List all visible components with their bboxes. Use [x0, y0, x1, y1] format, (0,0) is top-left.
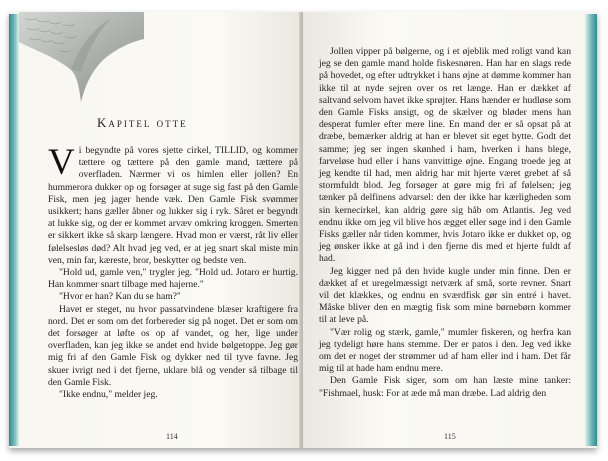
right-page-edge [585, 14, 597, 446]
drop-cap: V [48, 142, 75, 183]
paragraph: Jeg kigger ned på den hvide kugle under min finne. Den er dækket af et uregelmæssigt netværk af små, sorte revner. Snart vil det klækkes, og endnu en sværdfisk gør sin entré i havet. Måske bliver den en mægtig fisk som mine børnebørn kommer til at leve på. [319, 265, 571, 326]
paragraph: "Hold ud, gamle ven," trygler jeg. "Hold ud. Jotaro er hurtig. Han kommer snart tilbage med hajerne." [48, 267, 298, 291]
right-page-body [319, 46, 571, 400]
left-page-body [48, 142, 298, 401]
chapter-heading: Kapitel otte [97, 115, 188, 130]
page-number-left: 114 [166, 432, 178, 441]
page-number-right: 115 [444, 432, 456, 441]
right-page [303, 12, 585, 448]
swordfish-tail-illustration [19, 12, 144, 104]
paragraph-text: i begyndte på vores sjette cirkel, TILLID, og kommer tættere og tættere på den gamle mand, tættere på overfladen. Nærmer vi os himlen eller jollen? En hummerora dukker op og forsøger at suge sig fast på den Gamle Fisk, men jeg jager hende væk. Den Gamle Fisk svømmer usikkert; hans gæller åbner og lukker sig i ryk. Såret er begyndt at lukke sig, og der er kommet arvæv omkring kroggen. Smerten er sikkert ikke så skarp længere. Hvad mon er værst, råt liv eller følelsesløs død? Alt hvad jeg ved, er at jeg snart skal miste min ven, min far, kæreste, bror, beskytter og bedste ven. [48, 145, 298, 266]
left-page [19, 12, 301, 448]
paragraph: "Hvor er han? Kan du se ham?" [59, 291, 181, 303]
paragraph: Havet er steget, nu hvor passatvindene blæser kraftigere fra nord. Det er som om det forbereder sig på noget. Det er som om det forsøger at løfte os op af vandet, og her, lige under overfladen, kan jeg ikke se andet end hvide bølgetoppe. Jeg gør mig fri af den Gamle Fisk og dykker ned til tyve favne. Jeg skuer ivrigt ned i det fjerne, uklare blå og vender så tilbage til den Gamle Fisk. [48, 303, 298, 388]
paragraph: Jollen vipper på bølgerne, og i et øjeblik med roligt vand kan jeg se den gamle mand holde fiskesnøren. Han har en slags rede på hovedet, og efter udtrykket i hans øjne at dømme kommer han ikke til at nyde sejren over os ret længe. Han er dækket af saltvand selvom havet ikke sprøjter. Hans hænder er hudløse som den Gamle Fisks ansigt, og de skælver og bløder mens han desperat fumler efter mere line. En mand der er så opsat på at dræbe, bemærker aldrig at han er blevet sit eget bytte. Godt det samme; jeg ser ingen skønhed i ham, hverken i hans blege, farveløse hud eller i hans vanvittige øjne. Engang troede jeg at jeg kendte til had, men aldrig har mit hjerte været grebet af så stormfuldt blod. Jeg forsøger at gøre mig fri af følelsen; jeg tænker på delfinens advarsel: den der ikke har kærligheden som sin kernecirkel, kan aldrig gøre sig håb om Atlantis. Jeg ved endnu ikke om jeg vil blive hos ægget eller søge ind i den Gamle Fisks gæller når tiden kommer, hvis Jotaro ikke er dukket op, og jeg ønsker ikke at gå ind i den fjerne dis med et hjerte fuldt af had. [319, 46, 571, 265]
paragraph: "Vær rolig og stærk, gamle," mumler fiskeren, og herfra kan jeg tydeligt høre hans stemme. Der er patos i den. Jeg ved ikke om det er noget der strømmer ud af ham eller ind i ham. Det får mig til at hade ham endnu mere. [319, 326, 571, 375]
paragraph: "Ikke endnu," melder jeg. [59, 389, 158, 401]
opening-paragraph [48, 142, 298, 267]
paragraph: Den Gamle Fisk siger, som om han læste mine tanker: "Fishmael, husk: For at æde må man dræbe. Lad aldrig den [319, 375, 571, 399]
left-page-edge [9, 14, 19, 446]
